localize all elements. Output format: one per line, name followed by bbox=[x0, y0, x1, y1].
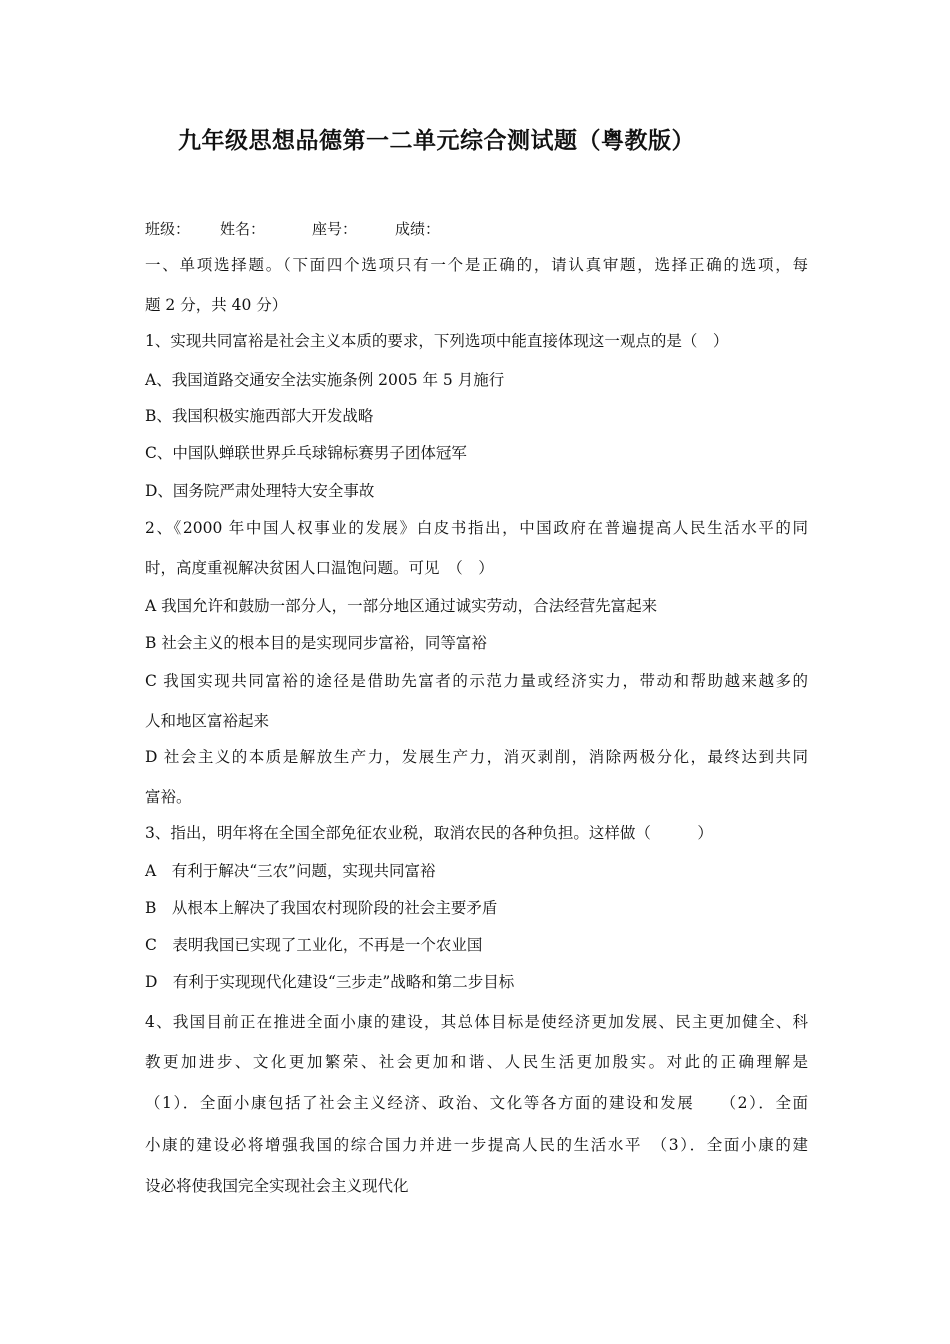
question-4-stem-line-5: 设必将使我国完全实现社会主义现代化 bbox=[145, 1177, 409, 1195]
class-label: 班级： bbox=[145, 220, 191, 238]
page-title: 九年级思想品德第一二单元综合测试题（粤教版） bbox=[178, 127, 695, 154]
question-3-option-c: C 表明我国已实现了工业化，不再是一个农业国 bbox=[145, 936, 483, 954]
section-heading-line-2: 题 2 分，共 40 分） bbox=[145, 296, 288, 314]
question-1-option-b: B、我国积极实施西部大开发战略 bbox=[145, 407, 374, 425]
question-1-stem: 1、实现共同富裕是社会主义本质的要求，下列选项中能直接体现这一观点的是（ ） bbox=[145, 332, 729, 350]
question-2-option-a: A 我国允许和鼓励一部分人，一部分地区通过诚实劳动，合法经营先富起来 bbox=[145, 597, 658, 615]
question-2-stem-line-2: 时，高度重视解决贫困人口温饱问题。可见 （ ） bbox=[145, 559, 494, 577]
question-2-option-c-line-1: C 我国实现共同富裕的途径是借助先富者的示范力量或经济实力，带动和帮助越来越多的 bbox=[145, 672, 808, 690]
question-1-option-c: C、中国队蝉联世界乒乓球锦标赛男子团体冠军 bbox=[145, 444, 467, 462]
question-3-option-b: B 从根本上解决了我国农村现阶段的社会主要矛盾 bbox=[145, 899, 498, 917]
name-label: 姓名： bbox=[220, 220, 266, 238]
score-label: 成绩： bbox=[395, 220, 441, 238]
section-heading-line-1: 一、单项选择题。（下面四个选项只有一个是正确的，请认真审题，选择正确的选项，每 bbox=[145, 256, 808, 274]
question-2-stem-line-1: 2、《2000 年中国人权事业的发展》白皮书指出，中国政府在普遍提高人民生活水平的同 bbox=[145, 519, 808, 537]
question-2-option-d-line-1: D 社会主义的本质是解放生产力，发展生产力，消灭剥削，消除两极分化，最终达到共同 bbox=[145, 748, 808, 766]
question-2-option-c-line-2: 人和地区富裕起来 bbox=[145, 712, 270, 730]
question-1-option-d: D、国务院严肃处理特大安全事故 bbox=[145, 482, 375, 500]
question-1-option-a: A、我国道路交通安全法实施条例 2005 年 5 月施行 bbox=[145, 371, 505, 389]
question-4-stem-line-3: （1）．全面小康包括了社会主义经济、政治、文化等各方面的建设和发展 （2）．全面 bbox=[145, 1094, 808, 1112]
question-3-option-d: D 有利于实现现代化建设“三步走”战略和第二步目标 bbox=[145, 973, 515, 991]
question-4-stem-line-2: 教更加进步、文化更加繁荣、社会更加和谐、人民生活更加殷实。对此的正确理解是 bbox=[145, 1053, 808, 1071]
question-4-stem-line-4: 小康的建设必将增强我国的综合国力并进一步提高人民的生活水平 （3）．全面小康的建 bbox=[145, 1136, 808, 1154]
question-2-option-b: B 社会主义的根本目的是实现同步富裕，同等富裕 bbox=[145, 634, 487, 652]
question-2-option-d-line-2: 富裕。 bbox=[145, 788, 192, 806]
seat-label: 座号： bbox=[312, 220, 358, 238]
question-4-stem-line-1: 4、我国目前正在推进全面小康的建设，其总体目标是使经济更加发展、民主更加健全、科 bbox=[145, 1013, 808, 1031]
question-3-stem: 3、指出，明年将在全国全部免征农业税，取消农民的各种负担。这样做（ ） bbox=[145, 824, 713, 842]
question-3-option-a: A 有利于解决“三农”问题，实现共同富裕 bbox=[145, 862, 436, 880]
